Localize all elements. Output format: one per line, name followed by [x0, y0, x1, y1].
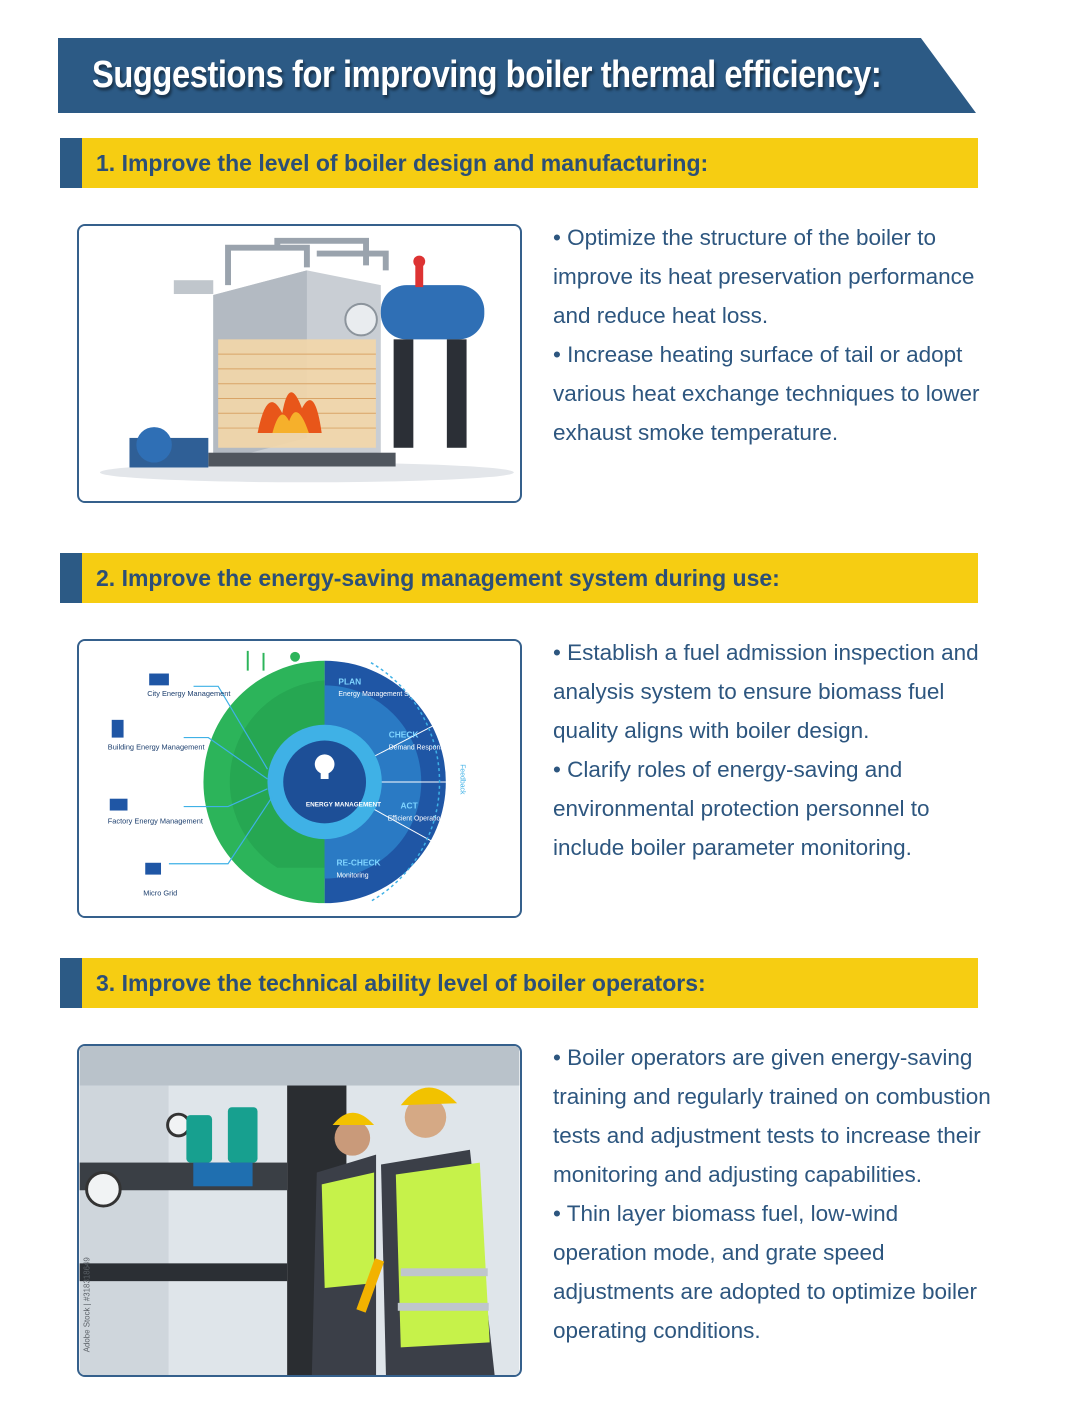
act-text: Efficient Operations — [387, 815, 448, 823]
section-1-bullets — [553, 218, 993, 452]
section-2-bullets — [553, 633, 993, 867]
operators-photo — [77, 1044, 522, 1377]
recheck-heading: RE-CHECK — [336, 857, 381, 868]
plan-text: Energy Management System — [338, 691, 428, 699]
section-2-header — [60, 553, 978, 603]
boiler-drawing — [79, 226, 520, 501]
energy-cycle-drawing — [79, 641, 520, 916]
act-heading: ACT — [400, 800, 418, 811]
check-heading: CHECK — [388, 729, 419, 740]
city-energy-label: City Energy Management — [147, 689, 231, 699]
section-2-bullet-2: • Clarify roles of energy-saving and environmental protection personnel to include boiler parameter monitoring. — [553, 757, 930, 860]
micro-grid-label: Micro Grid — [143, 888, 178, 898]
operators-photo-drawing — [79, 1046, 520, 1375]
recheck-text: Monitoring — [336, 872, 369, 880]
plan-heading: PLAN — [338, 676, 362, 687]
section-3-bullet-1: • Boiler operators are given energy-saving training and regularly trained on combustion tests and adjustment tests to increase their monitoring and adjusting capabilities. — [553, 1045, 991, 1187]
section-1-bullet-1: • Optimize the structure of the boiler to improve its heat preservation performance and reduce heat loss. — [553, 225, 975, 328]
section-1-bullet-2: • Increase heating surface of tail or adopt various heat exchange techniques to lower exhaust smoke temperature. — [553, 342, 980, 445]
section-1-title: 1. Improve the level of boiler design and manufacturing: — [96, 149, 709, 176]
building-energy-label: Building Energy Management — [107, 742, 205, 752]
feedback-label: Feedback — [458, 764, 466, 795]
factory-energy-label: Factory Energy Management — [107, 816, 203, 826]
center-label: ENERGY MANAGEMENT — [305, 801, 382, 809]
section-3-bullet-2: • Thin layer biomass fuel, low-wind operation mode, and grate speed adjustments are adopted to optimize boiler operating conditions. — [553, 1201, 977, 1343]
boiler-illustration — [77, 224, 522, 503]
section-3-title: 3. Improve the technical ability level of boiler operators: — [96, 969, 706, 996]
section-1-header — [60, 138, 978, 188]
section-2-title: 2. Improve the energy-saving management system during use: — [96, 564, 780, 591]
page-title: Suggestions for improving boiler thermal efficiency: — [92, 54, 882, 96]
section-3-bullets — [553, 1038, 993, 1350]
energy-management-diagram — [77, 639, 522, 918]
check-text: Demand Response — [388, 744, 448, 752]
section-3-header — [60, 958, 978, 1008]
section-2-bullet-1: • Establish a fuel admission inspection and analysis system to ensure biomass fuel quality aligns with boiler design. — [553, 640, 979, 743]
stock-watermark: Adobe Stock | #318318649 — [82, 1257, 92, 1353]
